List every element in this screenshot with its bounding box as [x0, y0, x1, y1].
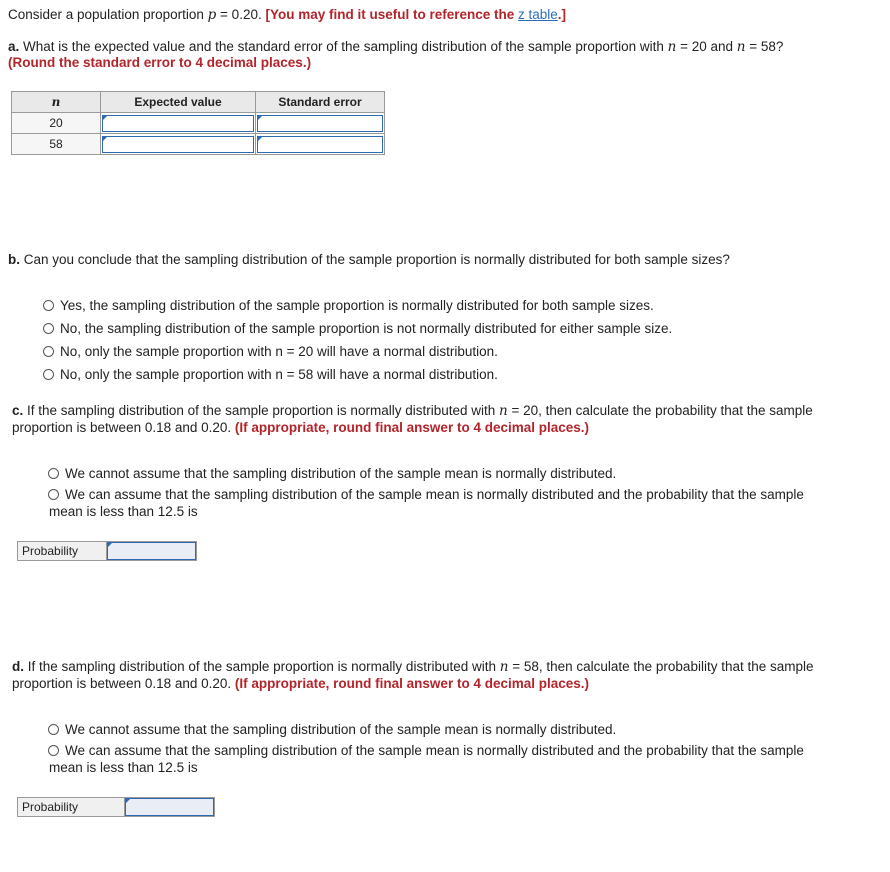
part-a-instruction: (Round the standard error to 4 decimal places.): [8, 55, 312, 70]
part-a-question: a. What is the expected value and the standard error of the sampling distribution of the sample proportion with n = 20 and n = 58?: [8, 39, 784, 55]
part-b-question: b. Can you conclude that the sampling distribution of the sample proportion is normally distributed for both sample sizes?: [8, 252, 730, 267]
part-d-question-line2: proportion is between 0.18 and 0.20. (If appropriate, round final answer to 4 decimal places.): [12, 676, 590, 691]
part-a-table: [11, 91, 385, 155]
radio-option[interactable]: No, the sampling distribution of the sample proportion is not normally distributed for either sample size.: [43, 318, 672, 338]
standard-error-input-n58[interactable]: [257, 136, 383, 153]
intro-hint: [You may find it useful to reference the z table.]: [265, 7, 567, 22]
part-c-question-line2: proportion is between 0.18 and 0.20. (If appropriate, round final answer to 4 decimal places.): [12, 420, 590, 435]
expected-value-input-n58[interactable]: [102, 136, 254, 153]
standard-error-input-n20[interactable]: [257, 115, 383, 132]
radio-button[interactable]: [43, 323, 54, 334]
col-header-n: n: [12, 92, 101, 113]
part-d-probability-input[interactable]: [125, 798, 214, 816]
row-n-value: 20: [12, 113, 101, 134]
part-d-question: d. If the sampling distribution of the sample proportion is normally distributed with n = 58, then calculate the probability that the sample: [12, 659, 814, 675]
z-table-link[interactable]: z table: [518, 7, 558, 22]
col-header-expected-value: Expected value: [101, 92, 256, 113]
part-d-probability-box: [17, 797, 215, 817]
part-c-probability-box: [17, 541, 197, 561]
part-c-question: c. If the sampling distribution of the sample proportion is normally distributed with n = 20, then calculate the probability that the sample: [12, 403, 813, 419]
radio-button[interactable]: [48, 468, 59, 479]
radio-button[interactable]: [48, 745, 59, 756]
part-c-probability-input[interactable]: [107, 542, 196, 560]
radio-option[interactable]: We can assume that the sampling distribution of the sample mean is normally distributed and the probability that the sample: [48, 486, 804, 503]
radio-button[interactable]: [43, 369, 54, 380]
row-n-value: 58: [12, 134, 101, 155]
radio-button[interactable]: [43, 300, 54, 311]
expected-value-input-n20[interactable]: [102, 115, 254, 132]
probability-label: Probability: [18, 798, 125, 816]
intro-text: Consider a population proportion p = 0.20. [You may find it useful to reference the z table.]: [8, 7, 567, 23]
radio-option[interactable]: Yes, the sampling distribution of the sample proportion is normally distributed for both sample sizes.: [43, 295, 672, 315]
radio-option[interactable]: We cannot assume that the sampling distribution of the sample mean is normally distributed.: [48, 719, 804, 739]
radio-option[interactable]: We cannot assume that the sampling distribution of the sample mean is normally distributed.: [48, 463, 804, 483]
radio-option[interactable]: We can assume that the sampling distribution of the sample mean is normally distributed and the probability that the sample: [48, 742, 804, 759]
probability-label: Probability: [18, 542, 107, 560]
part-d-options: We cannot assume that the sampling distribution of the sample mean is normally distributed. We can assume that the sampling distribution of the sample mean is normally distributed and the probability that the sample mean is less than 12.5 is: [48, 719, 804, 776]
col-header-standard-error: Standard error: [256, 92, 385, 113]
table-row: [12, 113, 385, 134]
part-b-options: [43, 295, 672, 384]
table-row: [12, 134, 385, 155]
part-c-options: We cannot assume that the sampling distribution of the sample mean is normally distributed. We can assume that the sampling distribution of the sample mean is normally distributed and the probability that the sample mean is less than 12.5 is: [48, 463, 804, 520]
radio-button[interactable]: [48, 489, 59, 500]
radio-button[interactable]: [48, 724, 59, 735]
radio-option[interactable]: No, only the sample proportion with n = 58 will have a normal distribution.: [43, 364, 672, 384]
radio-button[interactable]: [43, 346, 54, 357]
radio-option[interactable]: No, only the sample proportion with n = 20 will have a normal distribution.: [43, 341, 672, 361]
